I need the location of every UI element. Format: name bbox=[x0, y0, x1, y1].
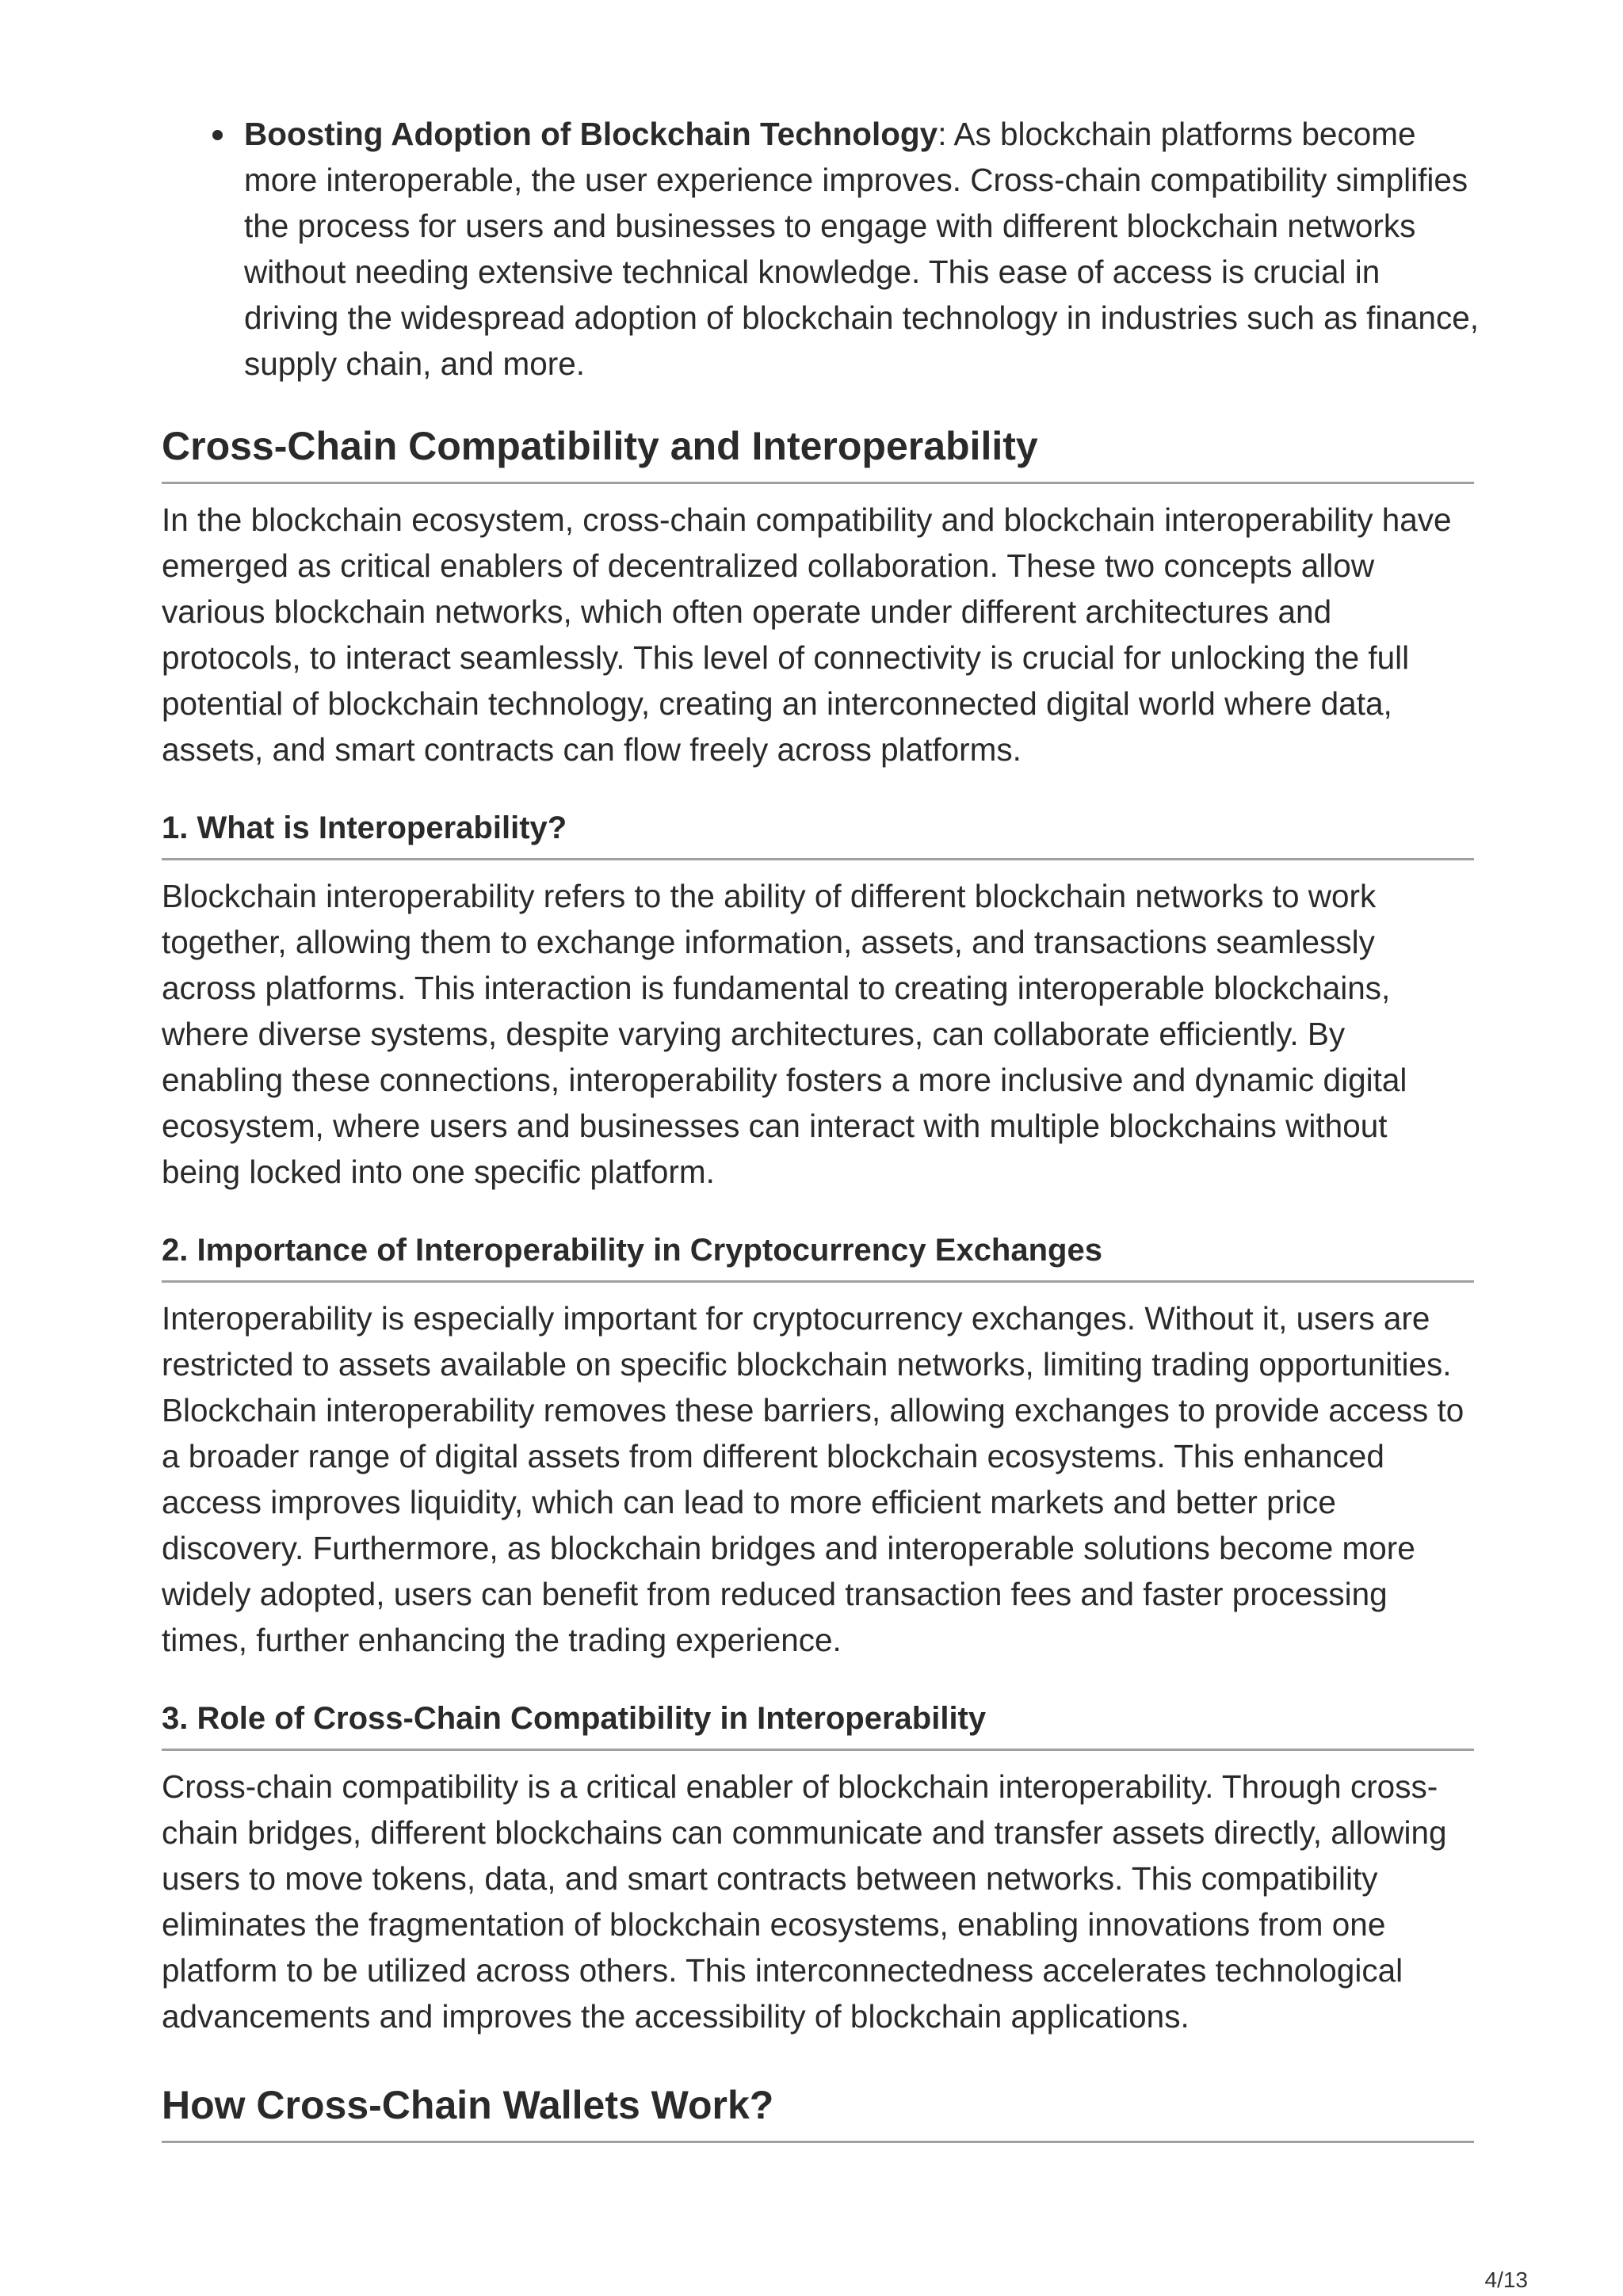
paragraph-importance: Interoperability is especially important for cryptocurrency exchanges. Without it, users are restricted to assets available on specific blockchain networks, limiting trading opportunities. Blockchain interoperability removes these barriers, allowing exchanges to provide access to a broader range of digital assets from different blockchain ecosystems. This enhanced access improves liquidity, which can lead to more efficient markets and better price discovery. Furthermore, as blockchain bridges and interoperable solutions become more widely adopted, users can benefit from reduced transaction fees and faster processing times, further enhancing the trading experience. bbox=[162, 1300, 1465, 1658]
section-paragraph-cross-chain: In the blockchain ecosystem, cross-chain compatibility and blockchain interoperability have emerged as critical enablers of decentralized collaboration. These two concepts allow various blockchain networks, which often operate under different architectures and protocols, to interact seamlessly. This level of connectivity is crucial for unlocking the full potential of blockchain technology, creating an interconnected digital world where data, assets, and smart contracts can flow freely across platforms. bbox=[162, 502, 1452, 768]
sub-heading-what-is-interoperability: 1. What is Interoperability? bbox=[162, 807, 1474, 860]
bullet-dot-icon bbox=[212, 130, 223, 140]
page-number: 4/13 bbox=[1484, 2267, 1528, 2292]
list-item bbox=[244, 111, 1480, 387]
paragraph-role: Cross-chain compatibility is a critical enabler of blockchain interoperability. Through cross-chain bridges, different blockchains can communicate and transfer assets directly, allowing users to move tokens, data, and smart contracts between networks. This compatibility eliminates the fragmentation of blockchain ecosystems, enabling innovations from one platform to be utilized across others. This interconnectedness accelerates technological advancements and improves the accessibility of blockchain applications. bbox=[162, 1768, 1447, 2035]
sub-heading-importance: 2. Importance of Interoperability in Cryptocurrency Exchanges bbox=[162, 1230, 1474, 1283]
bullet-list bbox=[162, 111, 1479, 387]
bullet-bold-term: Boosting Adoption of Blockchain Technology bbox=[244, 116, 938, 152]
paragraph-what-is-interoperability: Blockchain interoperability refers to the ability of different blockchain networks to work together, allowing them to exchange information, assets, and transactions seamlessly across platforms. This interaction is fundamental to creating interoperable blockchains, where diverse systems, despite varying architectures, can collaborate efficiently. By enabling these connections, interoperability fosters a more inclusive and dynamic digital ecosystem, where users and businesses can interact with multiple blockchains without being locked into one specific platform. bbox=[162, 878, 1407, 1190]
bullet-text: : As blockchain platforms become more interoperable, the user experience improves. Cross-chain compatibility simplifies the process for users and businesses to engage with different blockchain networks without needing extensive technical knowledge. This ease of access is crucial in driving the widespread adoption of blockchain technology in industries such as finance, supply chain, and more. bbox=[244, 116, 1479, 382]
sub-heading-role: 3. Role of Cross-Chain Compatibility in Interoperability bbox=[162, 1698, 1474, 1751]
document-page bbox=[162, 111, 1479, 2143]
section-heading-how-wallets-work: How Cross-Chain Wallets Work? bbox=[162, 2081, 1474, 2143]
section-heading-cross-chain: Cross-Chain Compatibility and Interoperability bbox=[162, 421, 1474, 484]
